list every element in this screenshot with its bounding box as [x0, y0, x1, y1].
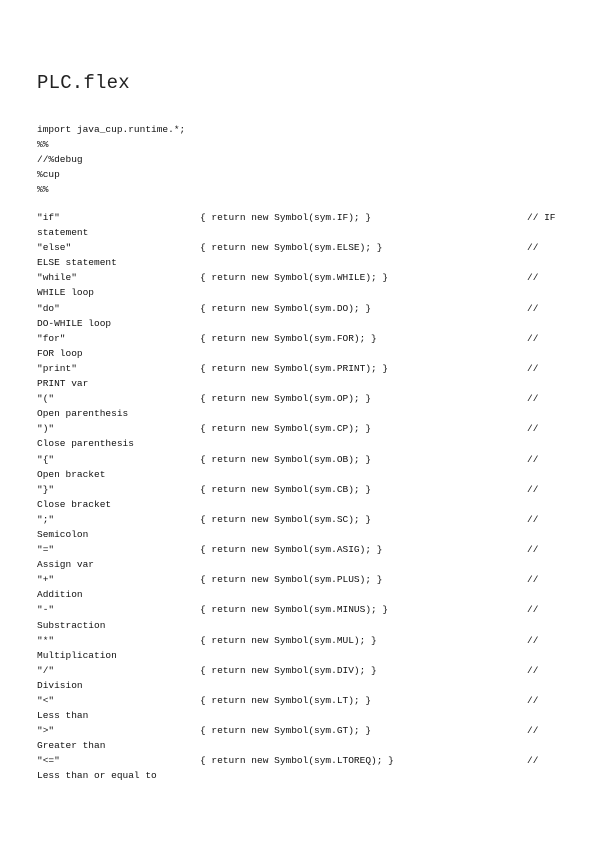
- lexer-rule: [37, 331, 567, 361]
- lexer-rule: [37, 723, 567, 753]
- code-line: %cup: [37, 169, 60, 181]
- rule-token: "<": [37, 695, 55, 706]
- rule-comment-continuation: Close bracket: [37, 498, 112, 510]
- rule-action: { return new Symbol(sym.PRINT); }: [200, 362, 389, 374]
- rule-comment: //: [527, 695, 539, 706]
- rule-token: "if": [37, 212, 60, 223]
- rule-comment-continuation: ELSE statement: [37, 257, 117, 269]
- rule-comment: //: [527, 604, 539, 616]
- lexer-rule: [37, 270, 567, 300]
- code-line: import java_cup.runtime.*;: [37, 124, 186, 135]
- rule-token: "=": [37, 544, 55, 556]
- rule-comment: //: [527, 664, 539, 676]
- rule-token: "}": [37, 483, 55, 495]
- rule-comment-continuation: FOR loop: [37, 347, 83, 359]
- rule-token: ")": [37, 423, 55, 435]
- rule-action: { return new Symbol(sym.WHILE); }: [200, 272, 389, 284]
- rule-comment-continuation: Close parenthesis: [37, 438, 134, 450]
- rule-token: "for": [37, 332, 66, 344]
- rule-token: "do": [37, 302, 60, 314]
- lexer-rule: [37, 301, 567, 331]
- lexer-rule: [37, 482, 567, 512]
- rule-comment: //: [527, 362, 539, 374]
- rule-action: { return new Symbol(sym.IF); }: [200, 212, 372, 223]
- rule-comment-continuation: Multiplication: [37, 649, 117, 661]
- rule-comment: //: [527, 513, 539, 525]
- lexer-rule: [37, 361, 567, 391]
- rule-action: { return new Symbol(sym.CP); }: [200, 423, 372, 435]
- lexer-rule: [37, 512, 567, 542]
- code-line: %%: [37, 184, 49, 196]
- lexer-rule: [37, 602, 567, 632]
- rule-comment-continuation: statement: [37, 227, 89, 239]
- rule-comment-continuation: Semicolon: [37, 528, 89, 540]
- rule-comment: //: [527, 423, 539, 435]
- rule-action: { return new Symbol(sym.DIV); }: [200, 664, 377, 676]
- rule-comment: //: [527, 755, 539, 767]
- rule-comment: //: [527, 272, 539, 284]
- rule-token: "/": [37, 664, 55, 676]
- rule-comment: //: [527, 725, 539, 737]
- rule-comment-continuation: PRINT var: [37, 378, 89, 390]
- rule-comment: //: [527, 242, 539, 254]
- rule-token: "+": [37, 574, 55, 586]
- rule-comment: //: [527, 634, 539, 646]
- code-line: //%debug: [37, 154, 83, 166]
- rule-action: { return new Symbol(sym.DO); }: [200, 302, 372, 314]
- rule-token: "print": [37, 362, 77, 374]
- rule-comment-continuation: Less than: [37, 710, 89, 722]
- rule-action: { return new Symbol(sym.SC); }: [200, 513, 372, 525]
- rule-comment: //: [527, 453, 539, 465]
- rule-action: { return new Symbol(sym.LT); }: [200, 695, 372, 706]
- rule-token: "<=": [37, 755, 60, 767]
- lexer-rule: [37, 633, 567, 663]
- rule-comment-continuation: Addition: [37, 589, 83, 601]
- rule-comment-continuation: DO-WHILE loop: [37, 317, 112, 329]
- page-title: PLC.flex: [37, 72, 130, 94]
- rule-action: { return new Symbol(sym.GT); }: [200, 725, 372, 737]
- rule-comment: //: [527, 332, 539, 344]
- lexer-rule: [37, 693, 567, 723]
- rule-action: { return new Symbol(sym.ASIG); }: [200, 544, 383, 556]
- rule-token: "-": [37, 604, 55, 616]
- rule-comment: //: [527, 544, 539, 556]
- rule-comment-continuation: Less than or equal to: [37, 770, 157, 782]
- rule-comment-continuation: Open bracket: [37, 468, 106, 480]
- rule-token: ";": [37, 513, 55, 525]
- rule-comment: //: [527, 483, 539, 495]
- code-line: %%: [37, 139, 49, 151]
- rule-token: ">": [37, 725, 55, 737]
- rule-action: { return new Symbol(sym.FOR); }: [200, 332, 377, 344]
- rule-action: { return new Symbol(sym.PLUS); }: [200, 574, 383, 586]
- rule-action: { return new Symbol(sym.LTOREQ); }: [200, 755, 394, 767]
- rule-token: "{": [37, 453, 55, 465]
- rule-action: { return new Symbol(sym.CB); }: [200, 483, 372, 495]
- header-code-block: [37, 122, 185, 197]
- lexer-rule: [37, 210, 567, 240]
- lexer-rule: [37, 572, 567, 602]
- rule-comment-continuation: Open parenthesis: [37, 408, 129, 420]
- rule-action: { return new Symbol(sym.OP); }: [200, 393, 372, 405]
- lexer-rule: [37, 753, 567, 783]
- rule-comment-continuation: Substraction: [37, 619, 106, 631]
- rule-comment-continuation: Assign var: [37, 559, 95, 571]
- rule-comment-continuation: Division: [37, 679, 83, 691]
- lexer-rule: [37, 452, 567, 482]
- rule-action: { return new Symbol(sym.MUL); }: [200, 634, 377, 646]
- rule-token: "else": [37, 242, 72, 254]
- rule-comment: //: [527, 393, 539, 405]
- lexer-rule: [37, 240, 567, 270]
- rule-action: { return new Symbol(sym.ELSE); }: [200, 242, 383, 254]
- rule-comment: // IF: [527, 212, 556, 223]
- lexer-rule: [37, 421, 567, 451]
- lexer-rule: [37, 663, 567, 693]
- rule-token: "while": [37, 272, 77, 284]
- rule-comment: //: [527, 574, 539, 586]
- lexer-rule: [37, 542, 567, 572]
- rule-token: "*": [37, 634, 55, 646]
- rule-comment: //: [527, 302, 539, 314]
- rule-action: { return new Symbol(sym.MINUS); }: [200, 604, 389, 616]
- lexer-rule: [37, 391, 567, 421]
- lexer-rules-block: [37, 210, 567, 784]
- rule-action: { return new Symbol(sym.OB); }: [200, 453, 372, 465]
- rule-comment-continuation: Greater than: [37, 740, 106, 752]
- rule-token: "(": [37, 393, 55, 405]
- rule-comment-continuation: WHILE loop: [37, 287, 95, 299]
